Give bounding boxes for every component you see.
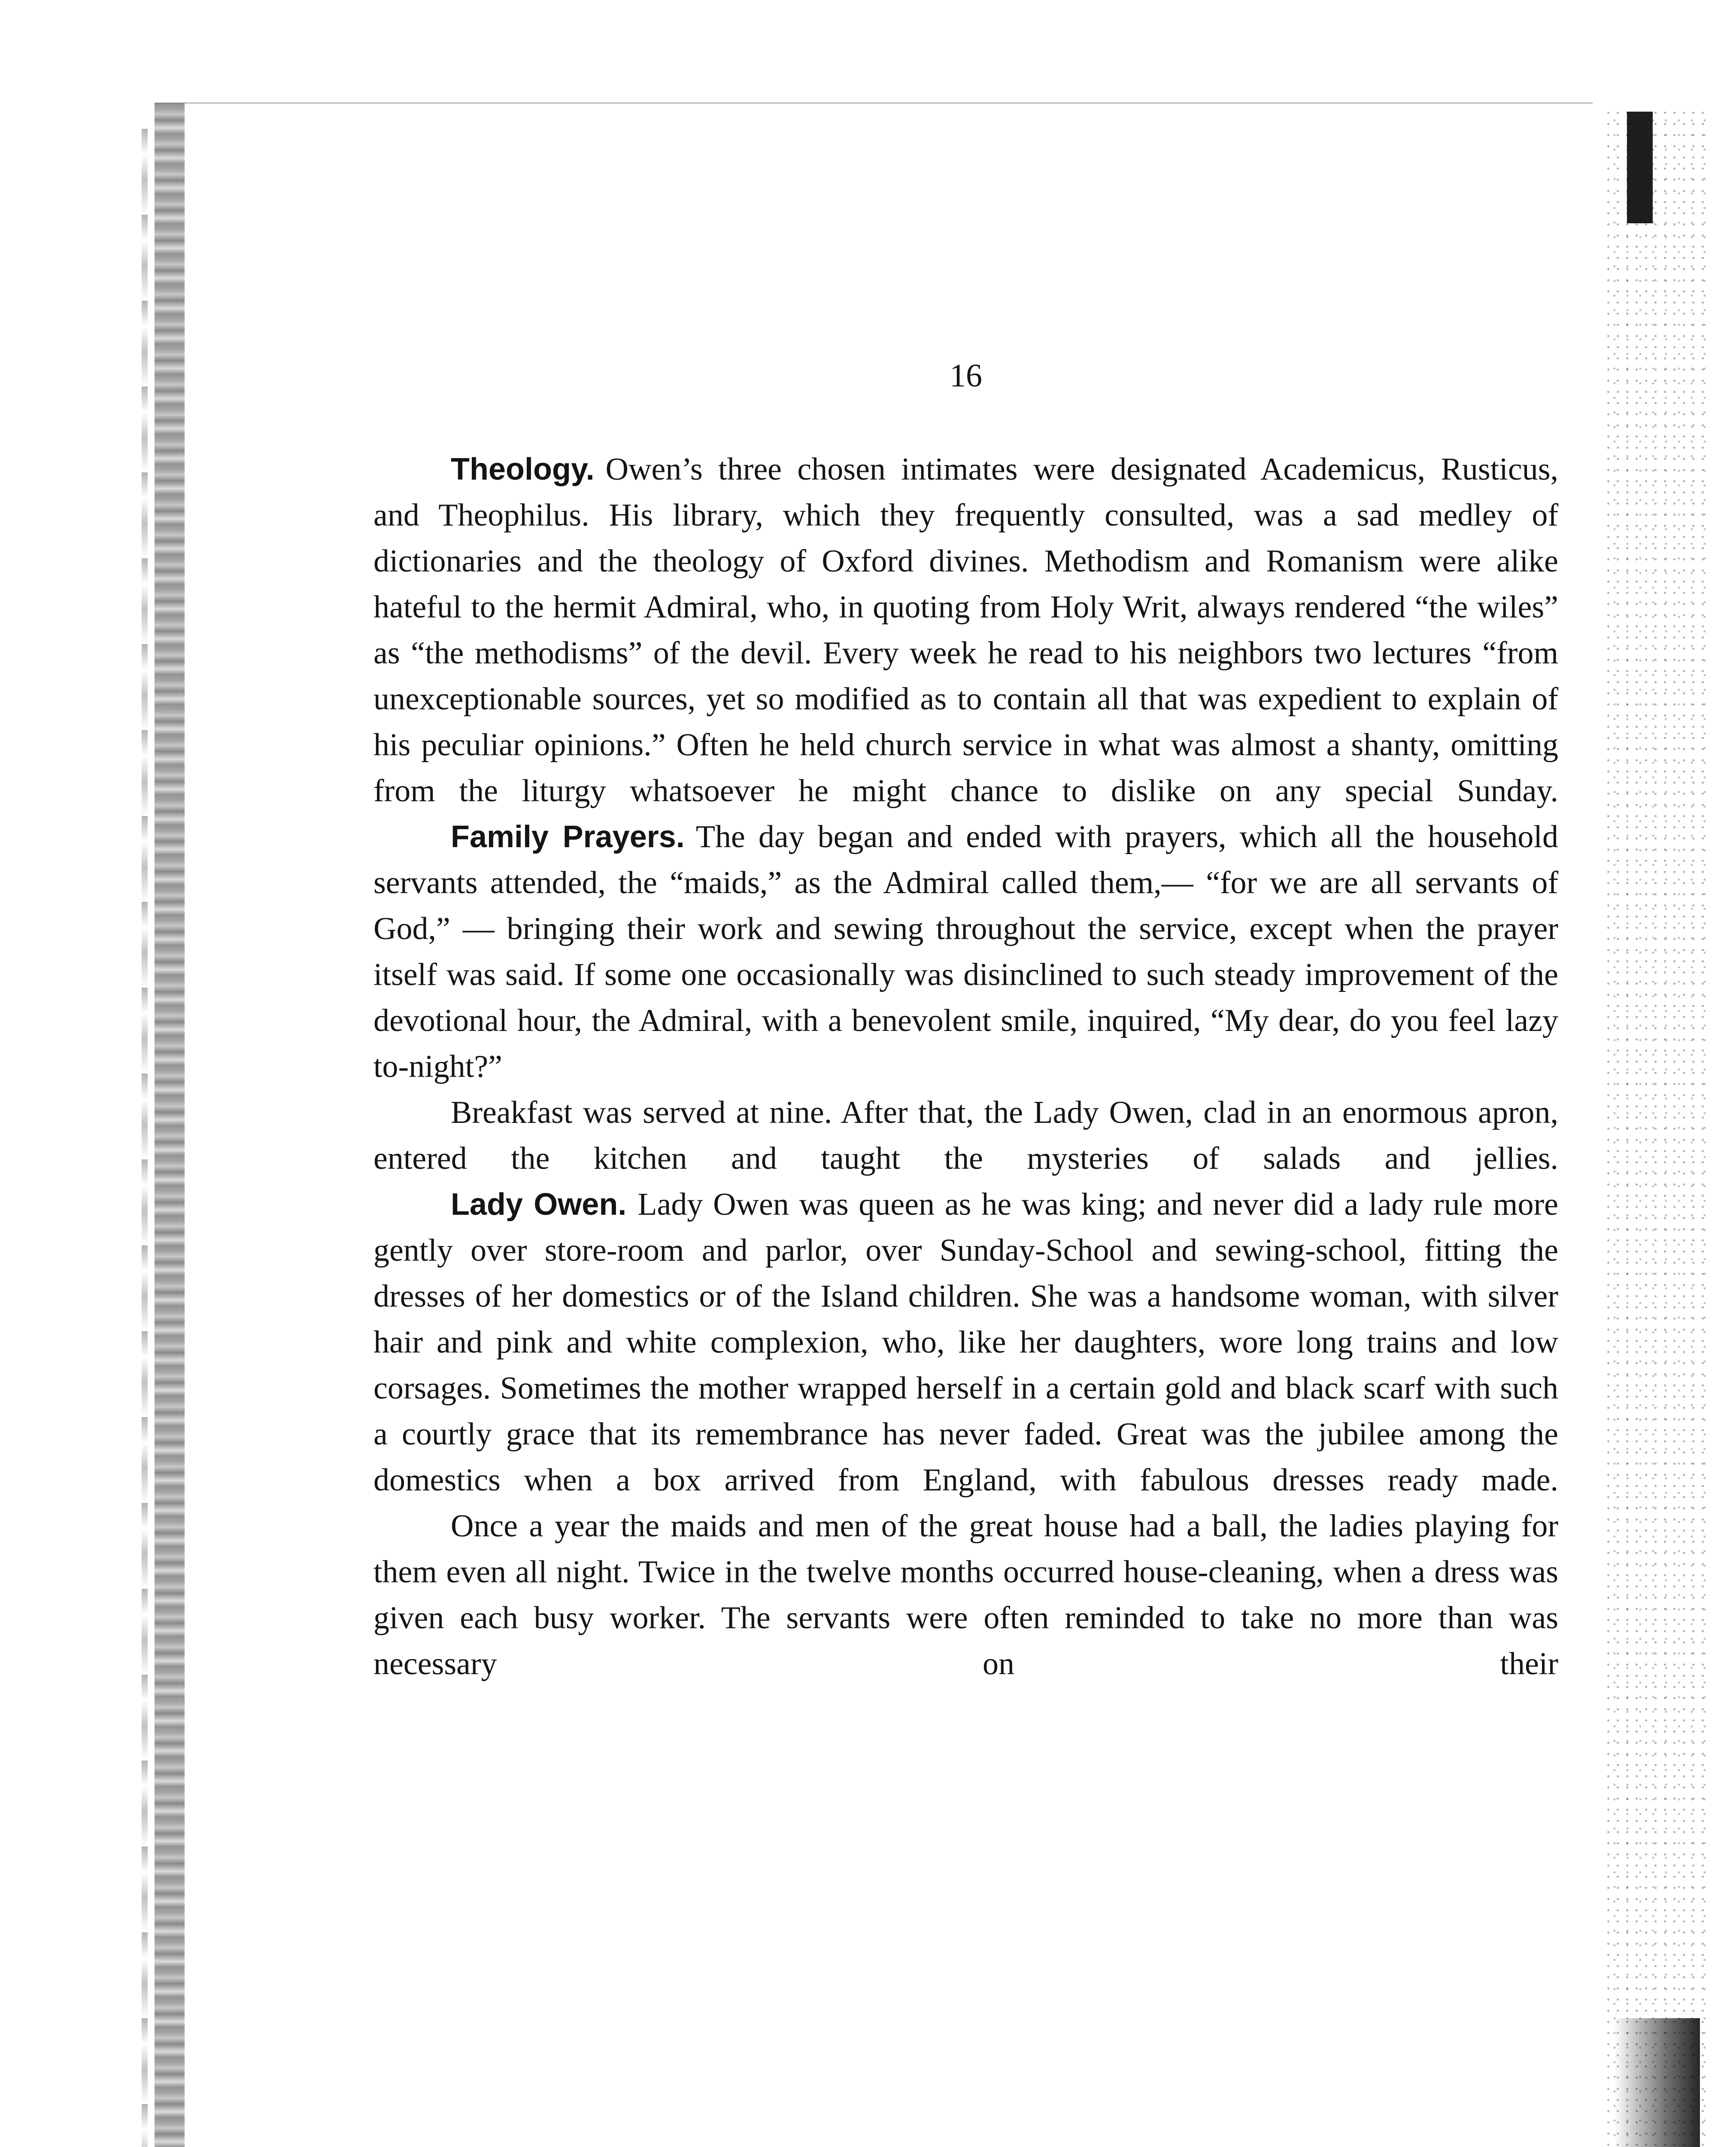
paragraph-text: Lady Owen was queen as he was king; and never did a lady rule more gently over store-room and parlor, over Sunday-School and sewing-school, fitting the dresses of her domestics or of the Island children. She was a handsome woman, with silver hair and pink and white complexion, who, like her daughters, wore long trains and low corsages. Sometimes the mother wrapped herself in a certain gold and black scarf with such a courtly grace that its remembrance has never faded. Great was the jubilee among the domestics when a box arrived from England, with fabulous dresses ready made. (373, 1187, 1558, 1498)
side-heading-lady-owen: Lady Owen. (451, 1187, 627, 1222)
scan-border-top (155, 102, 1593, 104)
side-heading-family-prayers: Family Prayers. (451, 820, 685, 854)
paragraph-text: Breakfast was served at nine. After that, the Lady Owen, clad in an enormous apron, entered the kitchen and taught the mysteries of salads and jellies. (373, 1095, 1558, 1176)
paragraph-breakfast (373, 1090, 1558, 1182)
scan-artifact-right-bar (1627, 112, 1653, 223)
scan-artifact-left-thin (142, 129, 148, 2147)
paragraph-text: Once a year the maids and men of the great house had a ball, the ladies playing for them even all night. Twice in the twelve months occurred house-cleaning, when a dress was given each busy worker. The servants were often reminded to take no more than was necessary on their (373, 1508, 1558, 1682)
paragraph-text: Owen’s three chosen intimates were designated Academicus, Rusticus, and Theophilus. His library, which they frequently consulted, was a sad medley of dictionaries and the theology of Oxford divines. Methodism and Romanism were alike hateful to the hermit Admiral, who, in quoting from Holy Writ, always rendered “the wiles” as “the methodisms” of the devil. Every week he read to his neighbors two lectures “from unexceptionable sources, yet so modified as to contain all that was expedient to explain of his peculiar opinions.” Often he held church service in what was almost a shanty, omitting from the liturgy whatsoever he might chance to dislike on any special Sunday. (373, 452, 1558, 809)
scan-artifact-right-shadow (1614, 2018, 1700, 2147)
scan-artifact-left (155, 103, 185, 2147)
paragraph-family-prayers (373, 814, 1558, 1090)
scan-artifact-right (1605, 112, 1709, 2147)
paragraph-lady-owen (373, 1182, 1558, 1503)
page-number: 16 (950, 358, 982, 394)
paragraph-theology (373, 447, 1558, 814)
side-heading-theology: Theology. (451, 452, 595, 487)
body-text (373, 447, 1558, 1687)
paragraph-ball (373, 1503, 1558, 1687)
paragraph-text: The day began and ended with prayers, which all the household servants attended, the “maids,” as the Admiral called them,— “for we are all servants of God,” — bringing their work and sewing throughout the service, except when the prayer itself was said. If some one occasionally was disinclined to such steady improvement of the devotional hour, the Admiral, with a benevolent smile, inquired, “My dear, do you feel lazy to-night?” (373, 819, 1558, 1084)
